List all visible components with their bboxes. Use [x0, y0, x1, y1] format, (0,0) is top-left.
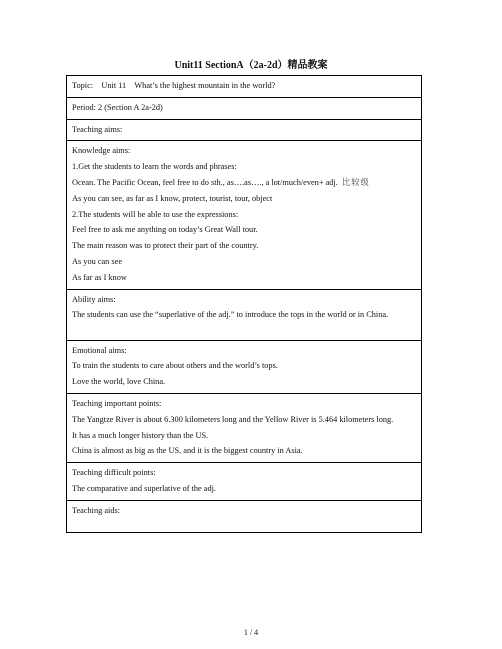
page-title: Unit11 SectionA（2a-2d）精品教案	[174, 60, 328, 71]
ability-aims-text: The students can use the “superlative of the adj.” to introduce the tops in the world or in China.	[72, 310, 389, 320]
words-phrases-text: Ocean. The Pacific Ocean, feel free to do sth., as….as…., a lot/much/even+ adj.	[72, 177, 338, 187]
teaching-aims-row	[67, 119, 422, 141]
emotional-aims-line-1: To train the students to care about others and the world’s tops.	[72, 361, 278, 371]
expression-1: Feel free to ask me anything on today’s Great Wall tour.	[72, 225, 258, 235]
difficult-points-line-1: The comparative and superlative of the adj.	[72, 483, 216, 493]
difficult-points-heading: Teaching difficult points:	[72, 468, 156, 478]
topic-cell	[67, 76, 422, 98]
topic-row	[67, 76, 422, 98]
page-number: 1 / 4	[243, 628, 259, 637]
expression-2: The main reason was to protect their part of the country.	[72, 241, 259, 251]
important-points-row	[67, 393, 422, 462]
teaching-aids-row	[67, 500, 422, 532]
ability-aims-cell	[67, 289, 422, 340]
emotional-aims-heading: Emotional aims:	[72, 345, 127, 355]
lesson-plan-table	[66, 75, 422, 533]
knowledge-aims-heading: Knowledge aims:	[72, 146, 131, 156]
teaching-aids-cell	[67, 500, 422, 532]
teaching-aids-heading: Teaching aids:	[72, 505, 121, 515]
emotional-aims-row	[67, 340, 422, 393]
emotional-aims-line-2: Love the world, love China.	[72, 377, 166, 387]
difficult-points-cell	[67, 463, 422, 501]
important-points-line-2: It has a much longer history than the US.	[72, 430, 209, 440]
period-cell	[67, 97, 422, 119]
ability-aims-row	[67, 289, 422, 340]
knowledge-aims-cell	[67, 141, 422, 289]
teaching-aims-cell	[67, 119, 422, 141]
words-phrases-line-2: As you can see, as far as I know, protect, tourist, tour, object	[72, 193, 273, 203]
words-phrases-line	[72, 175, 417, 191]
emotional-aims-cell	[67, 340, 422, 393]
difficult-points-row	[67, 463, 422, 501]
expression-3: As you can see	[72, 256, 122, 266]
important-points-heading: Teaching important points:	[72, 398, 162, 408]
period-row	[67, 97, 422, 119]
words-intro: 1.Get the students to learn the words and phrases:	[72, 162, 237, 172]
ability-aims-heading: Ability aims:	[72, 294, 116, 304]
comparative-cjk-text: 比较级	[341, 177, 370, 187]
knowledge-aims-row	[67, 141, 422, 289]
important-points-line-1: The Yangtze River is about 6.300 kilometers long and the Yellow River is 5.464 kilometers long.	[72, 414, 394, 424]
period-text: Period: 2 (Section A 2a-2d)	[72, 102, 163, 112]
teaching-aims-heading: Teaching aims:	[72, 124, 123, 134]
expressions-intro: 2.The students will be able to use the expressions:	[72, 209, 239, 219]
expression-4: As far as I know	[72, 272, 127, 282]
topic-text: Topic: Unit 11 What’s the highest mountain in the world?	[72, 81, 276, 90]
important-points-cell	[67, 393, 422, 462]
important-points-line-3: China is almost as big as the US, and it is the biggest country in Asia.	[72, 446, 303, 456]
